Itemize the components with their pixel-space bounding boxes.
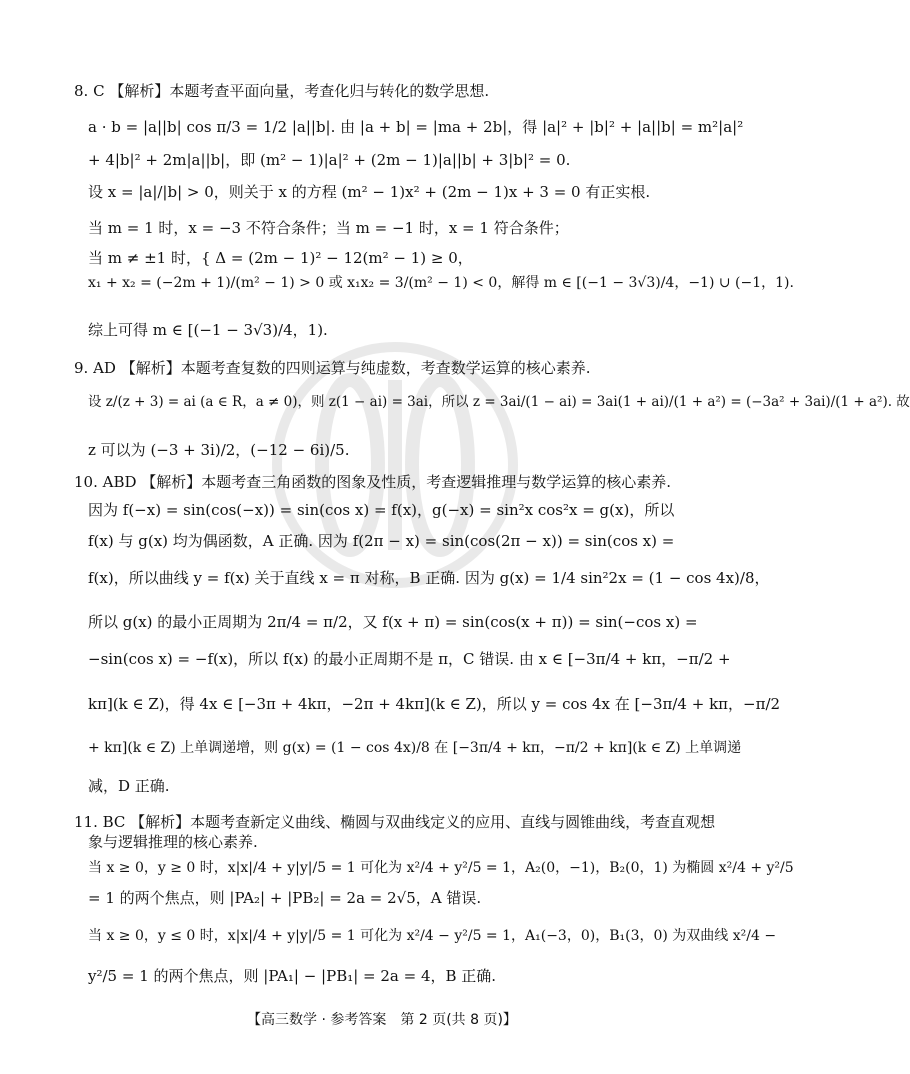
q10-heading: 10. ABD 【解析】本题考查三角函数的图象及性质，考查逻辑推理与数学运算的核心素养. (74, 473, 672, 491)
q10-line-1: 因为 f(−x) = sin(cos(−x)) = sin(cos x) = f(x)，g(−x) = sin²x cos²x = g(x)，所以 (88, 501, 675, 519)
q8-line-6: x₁ + x₂ = (−2m + 1)/(m² − 1) > 0 或 x₁x₂ = 3/(m² − 1) < 0，解得 m ∈ [(−1 − 3√3)/4，−1) ∪ (−1，1). (88, 275, 794, 291)
q11-heading-cont: 象与逻辑推理的核心素养. (88, 833, 258, 851)
q10-line-6: kπ](k ∈ Z)，得 4x ∈ [−3π + 4kπ，−2π + 4kπ](k ∈ Z)，所以 y = cos 4x 在 [−3π/4 + kπ，−π/2 (88, 695, 781, 713)
q10-line-8: 减，D 正确. (88, 777, 170, 795)
q9-line-2: z 可以为 (−3 + 3i)/2，(−12 − 6i)/5. (88, 441, 350, 459)
q11-line-4: y²/5 = 1 的两个焦点，则 |PA₁| − |PB₁| = 2a = 4，B 正确. (88, 967, 497, 985)
q8-line-3: 设 x = |a|/|b| > 0，则关于 x 的方程 (m² − 1)x² + (2m − 1)x + 3 = 0 有正实根. (88, 183, 651, 201)
q11-line-2: = 1 的两个焦点，则 |PA₂| + |PB₂| = 2a = 2√5，A 错误. (88, 889, 482, 907)
q8-heading: 8. C 【解析】本题考查平面向量，考查化归与转化的数学思想. (74, 82, 490, 100)
q11-line-1: 当 x ≥ 0，y ≥ 0 时，x|x|/4 + y|y|/5 = 1 可化为 x²/4 + y²/5 = 1，A₂(0，−1)，B₂(0，1) 为椭圆 x²/4 + y²/5 (88, 860, 794, 876)
q10-line-4: 所以 g(x) 的最小正周期为 2π/4 = π/2，又 f(x + π) = sin(cos(x + π)) = sin(−cos x) = (88, 613, 698, 631)
q10-line-7: + kπ](k ∈ Z) 上单调递增，则 g(x) = (1 − cos 4x)/8 在 [−3π/4 + kπ，−π/2 + kπ](k ∈ Z) 上单调递 (88, 740, 742, 756)
page-footer: 【高三数学 · 参考答案 第 2 页(共 8 页)】 (247, 1012, 517, 1028)
q10-line-3: f(x)，所以曲线 y = f(x) 关于直线 x = π 对称，B 正确. 因为 g(x) = 1/4 sin²2x = (1 − cos 4x)/8， (88, 569, 770, 587)
q11-heading: 11. BC 【解析】本题考查新定义曲线、椭圆与双曲线定义的应用、直线与圆锥曲线，考查直观想 (74, 813, 716, 831)
q8-line-7: 综上可得 m ∈ [(−1 − 3√3)/4，1). (88, 321, 328, 339)
q10-line-5: −sin(cos x) = −f(x)，所以 f(x) 的最小正周期不是 π，C 错误. 由 x ∈ [−3π/4 + kπ，−π/2 + (88, 650, 731, 668)
q8-line-5: 当 m ≠ ±1 时，{ Δ = (2m − 1)² − 12(m² − 1) ≥ 0， (88, 249, 473, 267)
q10-line-2: f(x) 与 g(x) 均为偶函数，A 正确. 因为 f(2π − x) = sin(cos(2π − x)) = sin(cos x) = (88, 532, 675, 550)
q11-line-3: 当 x ≥ 0，y ≤ 0 时，x|x|/4 + y|y|/5 = 1 可化为 x²/4 − y²/5 = 1，A₁(−3，0)，B₁(3，0) 为双曲线 x²/4 − (88, 928, 777, 944)
q9-heading: 9. AD 【解析】本题考查复数的四则运算与纯虚数，考查数学运算的核心素养. (74, 359, 591, 377)
q9-line-1: 设 z/(z + 3) = ai (a ∈ R，a ≠ 0)，则 z(1 − ai) = 3ai，所以 z = 3ai/(1 − ai) = 3ai(1 + ai)/(1 + a²) = (−3a² + 3ai)/(1 + a²). 故 (88, 394, 910, 410)
q8-line-2: + 4|b|² + 2m|a||b|，即 (m² − 1)|a|² + (2m − 1)|a||b| + 3|b|² = 0. (88, 151, 571, 169)
q8-line-1: a · b = |a||b| cos π/3 = 1/2 |a||b|. 由 |a + b| = |ma + 2b|，得 |a|² + |b|² + |a||b| = m²|a|² (88, 118, 744, 136)
q8-line-4: 当 m = 1 时，x = −3 不符合条件；当 m = −1 时，x = 1 符合条件； (88, 219, 569, 237)
